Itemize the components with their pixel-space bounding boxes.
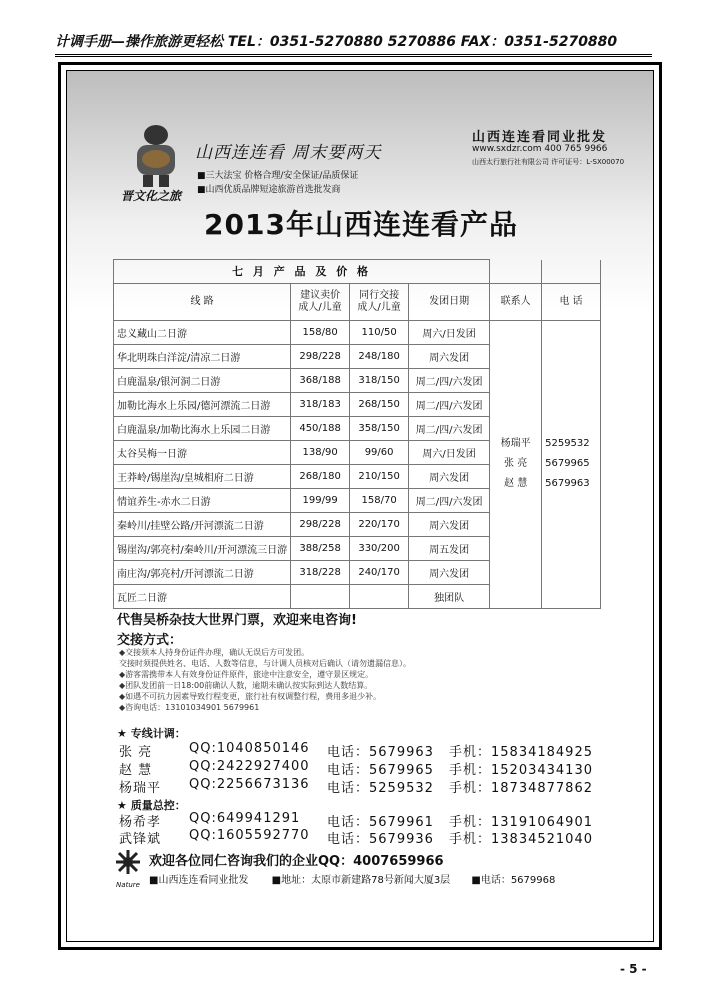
cell-route: 白鹿温泉/银河洞二日游 — [114, 368, 291, 392]
cell-route: 加勒比海水上乐园/德河漂流二日游 — [114, 392, 291, 416]
col-route: 线 路 — [114, 283, 291, 320]
contact-name: 杨瑞平 — [119, 781, 162, 796]
flower-icon — [113, 849, 143, 877]
cell-price1: 388/258 — [291, 536, 350, 560]
cell-price1: 298/228 — [291, 344, 350, 368]
zongkong-title: ★ 质量总控： — [117, 799, 186, 812]
note-line: ◆团队发团前一日18:00前确认人数，逾期未确认按实际到达人数结算。 — [119, 681, 373, 690]
logo-text: 晋文化之旅 — [121, 189, 182, 203]
price-table — [113, 259, 601, 609]
contact-phones — [542, 320, 601, 608]
col-contact: 联系人 — [490, 283, 542, 320]
contact-tel: 电话：5259532 — [327, 781, 434, 796]
footer-company: ■山西连连看同业批发 — [149, 875, 249, 886]
footer-address: ■地址：太原市新建路78号新闻大厦3层 — [271, 875, 451, 886]
footer-line — [149, 871, 555, 886]
cell-price2: 268/150 — [350, 392, 409, 416]
cell-date: 周六发团 — [409, 464, 490, 488]
contact-mobile: 手机：15834184925 — [449, 745, 593, 760]
table-title: 七 月 产 品 及 价 格 — [114, 260, 490, 284]
web-phone: www.sxdzr.com 400 765 9966 — [472, 144, 608, 154]
agency-notice: 代售吴桥杂技大世界门票，欢迎来电咨询! — [117, 613, 357, 628]
cell-price1: 298/228 — [291, 512, 350, 536]
cell-date: 周六发团 — [409, 560, 490, 584]
cell-price2: 158/70 — [350, 488, 409, 512]
flyer — [66, 70, 654, 942]
note-line: ◆交接须本人持身份证件办理，确认无误后方可发团。 — [119, 648, 310, 657]
cell-route: 情谊养生-赤水二日游 — [114, 488, 291, 512]
contact-qq: QQ:649941291 — [189, 811, 301, 826]
page-number: - 5 - — [620, 962, 647, 976]
cell-price2: 110/50 — [350, 320, 409, 344]
license: 山西太行旅行社有限公司 许可证号：L-SX00070 — [472, 158, 625, 166]
cell-route: 南庄沟/郭亮村/开河漂流二日游 — [114, 560, 291, 584]
contact-mobile: 手机：13834521040 — [449, 832, 593, 847]
contact-names — [490, 320, 542, 608]
cell-date: 独团队 — [409, 584, 490, 608]
cell-date: 周五发团 — [409, 536, 490, 560]
contact-name: 张 亮 — [119, 745, 153, 760]
cell-price2: 248/180 — [350, 344, 409, 368]
cell-date: 周六/日发团 — [409, 440, 490, 464]
welcome-text: 欢迎各位同仁咨询我们的企业QQ：4007659966 — [149, 854, 444, 869]
contact-name: 杨瑞平 — [500, 438, 531, 449]
cell-date: 周六发团 — [409, 512, 490, 536]
contact-mobile: 手机：15203434130 — [449, 763, 593, 778]
col-price1: 建议卖价 成人/儿童 — [291, 283, 350, 320]
cell-price1: 450/188 — [291, 416, 350, 440]
cell-price2: 318/150 — [350, 368, 409, 392]
contact-tel: 电话：5679936 — [327, 832, 434, 847]
jiaojie-title: 交接方式： — [117, 633, 183, 648]
cell-price1: 268/180 — [291, 464, 350, 488]
contact-phone: 5679965 — [545, 458, 590, 469]
slogan: 山西连连看 周末要两天 — [195, 143, 382, 163]
company-name: 山西连连看同业批发 — [472, 130, 608, 145]
cell-price2: 240/170 — [350, 560, 409, 584]
cell-route: 锡崖沟/郭亮村/秦岭川/开河漂流三日游 — [114, 536, 291, 560]
contact-tel: 电话：5679965 — [327, 763, 434, 778]
cell-price1: 318/183 — [291, 392, 350, 416]
cell-price1: 199/99 — [291, 488, 350, 512]
cell-route: 王莽岭/锡崖沟/皇城相府二日游 — [114, 464, 291, 488]
table-row — [114, 320, 601, 344]
note-line: ◆游客需携带本人有效身份证件原件，旅途中注意安全，遵守景区规定。 — [119, 670, 374, 679]
brand-bullet-1: ■三大法宝 价格合理/安全保证/品质保证 — [197, 171, 359, 181]
nature-logo — [113, 849, 143, 889]
cell-price2: 220/170 — [350, 512, 409, 536]
brand-logo — [117, 119, 195, 203]
cell-price1: 368/188 — [291, 368, 350, 392]
contact-name: 赵 慧 — [119, 763, 153, 778]
cell-date: 周二/四/六发团 — [409, 416, 490, 440]
page-header: 计调手册—操作旅游更轻松 TEL：0351-5270880 5270886 FAX：0351-5270880 — [55, 30, 652, 57]
note-line: ◆如遇不可抗力因素导致行程变更，旅行社有权调整行程，费用多退少补。 — [119, 692, 382, 701]
contact-tel: 电话：5679961 — [327, 815, 434, 830]
cell-route: 忠义藏山二日游 — [114, 320, 291, 344]
cell-date: 周六/日发团 — [409, 320, 490, 344]
col-price2: 同行交接 成人/儿童 — [350, 283, 409, 320]
cell-price1 — [291, 584, 350, 608]
contact-qq: QQ:1040850146 — [189, 741, 310, 756]
cell-date: 周六发团 — [409, 344, 490, 368]
cell-route: 太谷吴梅一日游 — [114, 440, 291, 464]
cell-price2: 99/60 — [350, 440, 409, 464]
cell-price1: 158/80 — [291, 320, 350, 344]
cell-price2 — [350, 584, 409, 608]
note-line: 交接时须提供姓名、电话、人数等信息，与计调人员核对后确认（请勿遗漏信息）。 — [119, 659, 411, 668]
note-line: ◆咨询电话：13101034901 5679961 — [119, 703, 260, 712]
main-title: 2013年山西连连看产品 — [204, 208, 518, 241]
contact-phone: 5259532 — [545, 438, 590, 449]
cell-route: 瓦匠二日游 — [114, 584, 291, 608]
cell-price2: 210/150 — [350, 464, 409, 488]
cell-date: 周二/四/六发团 — [409, 368, 490, 392]
cell-route: 白鹿温泉/加勒比海水上乐园二日游 — [114, 416, 291, 440]
cell-price1: 138/90 — [291, 440, 350, 464]
contact-tel: 电话：5679963 — [327, 745, 434, 760]
cell-route: 秦岭川/挂壁公路/开河漂流二日游 — [114, 512, 291, 536]
cell-date: 周二/四/六发团 — [409, 392, 490, 416]
cell-price2: 358/150 — [350, 416, 409, 440]
contact-phone: 5679963 — [545, 478, 590, 489]
contact-name: 张 亮 — [504, 458, 528, 469]
cell-price2: 330/200 — [350, 536, 409, 560]
contact-mobile: 手机：13191064901 — [449, 815, 593, 830]
col-phone: 电 话 — [542, 283, 601, 320]
contact-qq: QQ:1605592770 — [189, 828, 310, 843]
jiaojie-notes — [119, 647, 411, 713]
contact-name: 杨希孝 — [119, 815, 162, 830]
jidiao-title: ★ 专线计调： — [117, 727, 186, 740]
nature-logo-text: Nature — [116, 881, 140, 889]
contact-name: 赵 慧 — [504, 478, 528, 489]
contact-mobile: 手机：18734877862 — [449, 781, 593, 796]
cell-price1: 318/228 — [291, 560, 350, 584]
contact-qq: QQ:2422927400 — [189, 759, 310, 774]
footer-tel: ■电话：5679968 — [471, 875, 556, 886]
cell-date: 周二/四/六发团 — [409, 488, 490, 512]
brand-bullet-2: ■山西优质品牌短途旅游首选批发商 — [197, 185, 341, 195]
contact-qq: QQ:2256673136 — [189, 777, 310, 792]
col-date: 发团日期 — [409, 283, 490, 320]
cell-route: 华北明珠白洋淀/清凉二日游 — [114, 344, 291, 368]
contact-name: 武锋斌 — [119, 832, 162, 847]
